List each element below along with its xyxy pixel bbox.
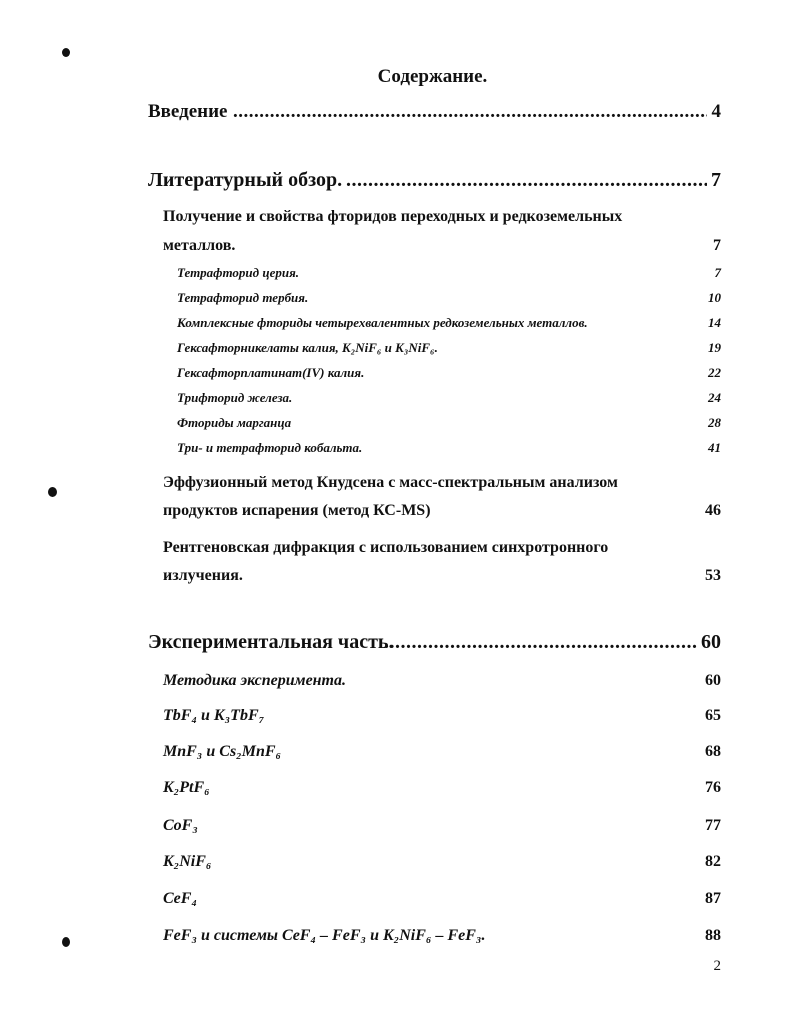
toc-page: 87: [705, 890, 721, 907]
toc-label-line1: Получение и свойства фторидов переходных и редкоземельных: [163, 208, 623, 225]
toc-label-line2: излучения.: [163, 567, 243, 584]
dot-leader: [233, 101, 707, 123]
scan-speck: [62, 48, 70, 57]
toc-page: 46: [705, 502, 721, 519]
toc-label: Три- и тетрафторид кобальта.: [177, 440, 363, 455]
toc-page: 68: [705, 743, 721, 760]
toc-page: 22: [708, 365, 721, 380]
toc-label: Трифторид железа.: [177, 390, 293, 405]
toc-page: 28: [708, 415, 721, 430]
toc-label: Фториды марганца: [177, 415, 292, 430]
toc-label: Гексафторникелаты калия, K₂NiF₆ и K₃NiF₆.: [177, 340, 438, 355]
toc-label: FeF₃ и системы CeF₄ – FeF₃ и K₂NiF₆ – FeF₃.: [163, 927, 486, 944]
toc-label: Тетрафторид церия.: [177, 265, 300, 280]
toc-page: 7: [714, 265, 721, 280]
toc-page: 53: [705, 567, 721, 584]
scan-speck: [48, 487, 57, 497]
toc-label: Гексафторплатинат(IV) калия.: [177, 365, 365, 380]
toc-page: 7: [711, 169, 721, 191]
toc-label-line1: Эффузионный метод Кнудсена с масс-спектральным анализом: [163, 474, 618, 491]
dot-leader: [384, 631, 698, 654]
toc-page: 14: [708, 315, 721, 330]
toc-page: 41: [708, 440, 721, 455]
toc-page: 76: [705, 779, 721, 796]
toc-page: 65: [705, 707, 721, 724]
toc-page: 10: [708, 290, 721, 305]
toc-label: CoF₃: [163, 817, 198, 834]
toc-label: K₂PtF₆: [163, 779, 210, 796]
page-title: Содержание.: [377, 66, 488, 87]
toc-label-line2: металлов.: [163, 237, 236, 254]
toc-page: 88: [705, 927, 721, 944]
toc-page: 60: [705, 672, 721, 689]
toc-page: 82: [705, 853, 721, 870]
scan-speck: [62, 937, 70, 947]
toc-label: Методика эксперимента.: [163, 672, 346, 689]
dot-leader: [346, 169, 707, 192]
toc-label: Введение: [148, 101, 228, 122]
toc-label: K₂NiF₆: [163, 853, 212, 870]
toc-label: Литературный обзор.: [148, 169, 343, 191]
toc-label: Тетрафторид тербия.: [177, 290, 309, 305]
toc-page: 4: [711, 101, 721, 122]
toc-label: MnF₃ и Cs₂MnF₆: [163, 743, 282, 760]
toc-label-line2: продуктов испарения (метод КС-MS): [163, 502, 431, 519]
toc-page: 24: [708, 390, 721, 405]
toc-label: CeF₄: [163, 890, 198, 907]
toc-label: Экспериментальная часть.: [148, 631, 394, 653]
toc-label: TbF₄ и K₃TbF₇: [163, 707, 265, 724]
toc-page: 7: [713, 237, 721, 254]
toc-label: Комплексные фториды четырехвалентных редкоземельных металлов.: [177, 315, 588, 330]
page-number-text: 2: [713, 958, 721, 974]
toc-page: 77: [705, 817, 721, 834]
toc-page: 60: [701, 631, 721, 653]
toc-label-line1: Рентгеновская дифракция с использованием синхротронного: [163, 539, 609, 556]
toc-page: 19: [708, 340, 721, 355]
